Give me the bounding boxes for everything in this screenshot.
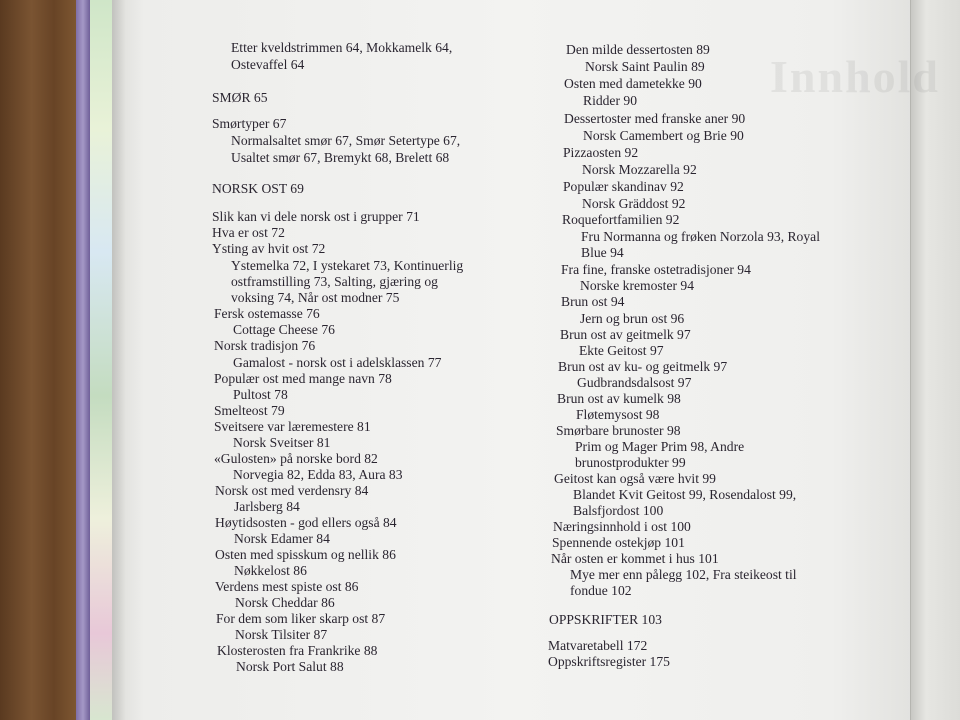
toc-entry: Når osten er kommet i hus 101 [551, 551, 719, 566]
toc-entry: Norsk Camembert og Brie 90 [583, 128, 744, 143]
facing-page-edge [910, 0, 960, 720]
toc-entry: «Gulosten» på norske bord 82 [214, 451, 378, 466]
toc-entry: SMØR 65 [212, 90, 268, 105]
toc-entry: Etter kveldstrimmen 64, Mokkamelk 64, [231, 40, 453, 55]
toc-entry: Klosterosten fra Frankrike 88 [217, 643, 378, 658]
toc-entry: Brun ost 94 [561, 294, 625, 309]
toc-entry: Fru Normanna og frøken Norzola 93, Royal [581, 229, 820, 244]
toc-entry: Blandet Kvit Geitost 99, Rosendalost 99, [573, 487, 797, 502]
toc-entry: Den milde dessertosten 89 [566, 42, 710, 57]
toc-entry: Fra fine, franske ostetradisjoner 94 [561, 262, 751, 277]
toc-entry: Gamalost - norsk ost i adelsklassen 77 [233, 355, 442, 370]
toc-entry: Norsk ost med verdensry 84 [215, 483, 369, 498]
toc-entry: Norsk Edamer 84 [234, 531, 330, 546]
toc-entry: Brun ost av geitmelk 97 [560, 327, 691, 342]
toc-entry: Cottage Cheese 76 [233, 322, 335, 337]
toc-entry: Oppskriftsregister 175 [548, 654, 670, 669]
toc-entry: Smelteost 79 [214, 403, 285, 418]
toc-entry: Høytidsosten - god ellers også 84 [215, 515, 397, 530]
toc-entry: Populær skandinav 92 [563, 179, 684, 194]
toc-entry: Osten med dametekke 90 [564, 76, 702, 91]
toc-entry: Ysting av hvit ost 72 [212, 241, 326, 256]
toc-entry: Hva er ost 72 [212, 225, 285, 240]
toc-entry: Usaltet smør 67, Bremykt 68, Brelett 68 [231, 150, 450, 165]
toc-entry: Matvaretabell 172 [548, 638, 648, 653]
book-binding [76, 0, 90, 720]
toc-entry: Ostevaffel 64 [231, 57, 305, 72]
toc-entry: Dessertoster med franske aner 90 [564, 111, 746, 126]
toc-entry: Norsk Mozzarella 92 [582, 162, 697, 177]
toc-entry: voksing 74, Når ost modner 75 [231, 290, 400, 305]
toc-entry: Populær ost med mange navn 78 [214, 371, 392, 386]
toc-entry: Ridder 90 [583, 93, 637, 108]
toc-entry: Blue 94 [581, 245, 624, 260]
toc-entry: OPPSKRIFTER 103 [549, 612, 662, 627]
toc-entry: Næringsinnhold i ost 100 [553, 519, 691, 534]
toc-entry: Norsk Port Salut 88 [236, 659, 344, 674]
toc-entry: Ekte Geitost 97 [579, 343, 664, 358]
toc-entry: Balsfjordost 100 [573, 503, 664, 518]
toc-entry: Gudbrandsdalsost 97 [577, 375, 692, 390]
toc-entry: Norske kremoster 94 [580, 278, 695, 293]
toc-entry: Ystemelka 72, I ystekaret 73, Kontinuerlig [231, 258, 464, 273]
toc-entry: Slik kan vi dele norsk ost i grupper 71 [212, 209, 420, 224]
toc-entry: Mye mer enn pålegg 102, Fra steikeost til [570, 567, 797, 582]
toc-entry: Jern og brun ost 96 [580, 311, 685, 326]
toc-entry: Pizzaosten 92 [563, 145, 639, 160]
toc-entry: Smørbare brunoster 98 [556, 423, 681, 438]
toc-entry: Brun ost av kumelk 98 [557, 391, 681, 406]
toc-entry: Norsk Cheddar 86 [235, 595, 335, 610]
toc-entry: Norsk Sveitser 81 [233, 435, 331, 450]
toc-entry: Nøkkelost 86 [234, 563, 307, 578]
toc-entry: Pultost 78 [233, 387, 288, 402]
toc-entry: Norsk Saint Paulin 89 [585, 59, 705, 74]
toc-entry: Norsk Tilsiter 87 [235, 627, 328, 642]
toc-entry: Norsk tradisjon 76 [214, 338, 316, 353]
toc-entry: Osten med spisskum og nellik 86 [215, 547, 396, 562]
gutter-shadow [112, 0, 126, 720]
toc-entry: ostframstilling 73, Salting, gjæring og [231, 274, 438, 289]
toc-entry: Normalsaltet smør 67, Smør Setertype 67, [231, 133, 461, 148]
toc-entry: Spennende ostekjøp 101 [552, 535, 685, 550]
toc-entry: Prim og Mager Prim 98, Andre [575, 439, 745, 454]
toc-entry: Roquefortfamilien 92 [562, 212, 680, 227]
toc-entry: Geitost kan også være hvit 99 [554, 471, 716, 486]
toc-entry: Norvegia 82, Edda 83, Aura 83 [233, 467, 403, 482]
toc-entry: For dem som liker skarp ost 87 [216, 611, 386, 626]
toc-entry: Sveitsere var læremestere 81 [214, 419, 371, 434]
toc-entry: Fersk ostemasse 76 [214, 306, 320, 321]
toc-entry: brunostprodukter 99 [575, 455, 686, 470]
facing-page-heading: Innhold [770, 51, 941, 102]
toc-entry: Norsk Gräddost 92 [582, 196, 686, 211]
toc-entry: NORSK OST 69 [212, 181, 304, 196]
toc-entry: Smørtyper 67 [212, 116, 287, 131]
toc-entry: Jarlsberg 84 [234, 499, 300, 514]
toc-entry: Fløtemysost 98 [576, 407, 660, 422]
toc-entry: fondue 102 [570, 583, 632, 598]
toc-entry: Verdens mest spiste ost 86 [215, 579, 359, 594]
toc-entry: Brun ost av ku- og geitmelk 97 [558, 359, 728, 374]
